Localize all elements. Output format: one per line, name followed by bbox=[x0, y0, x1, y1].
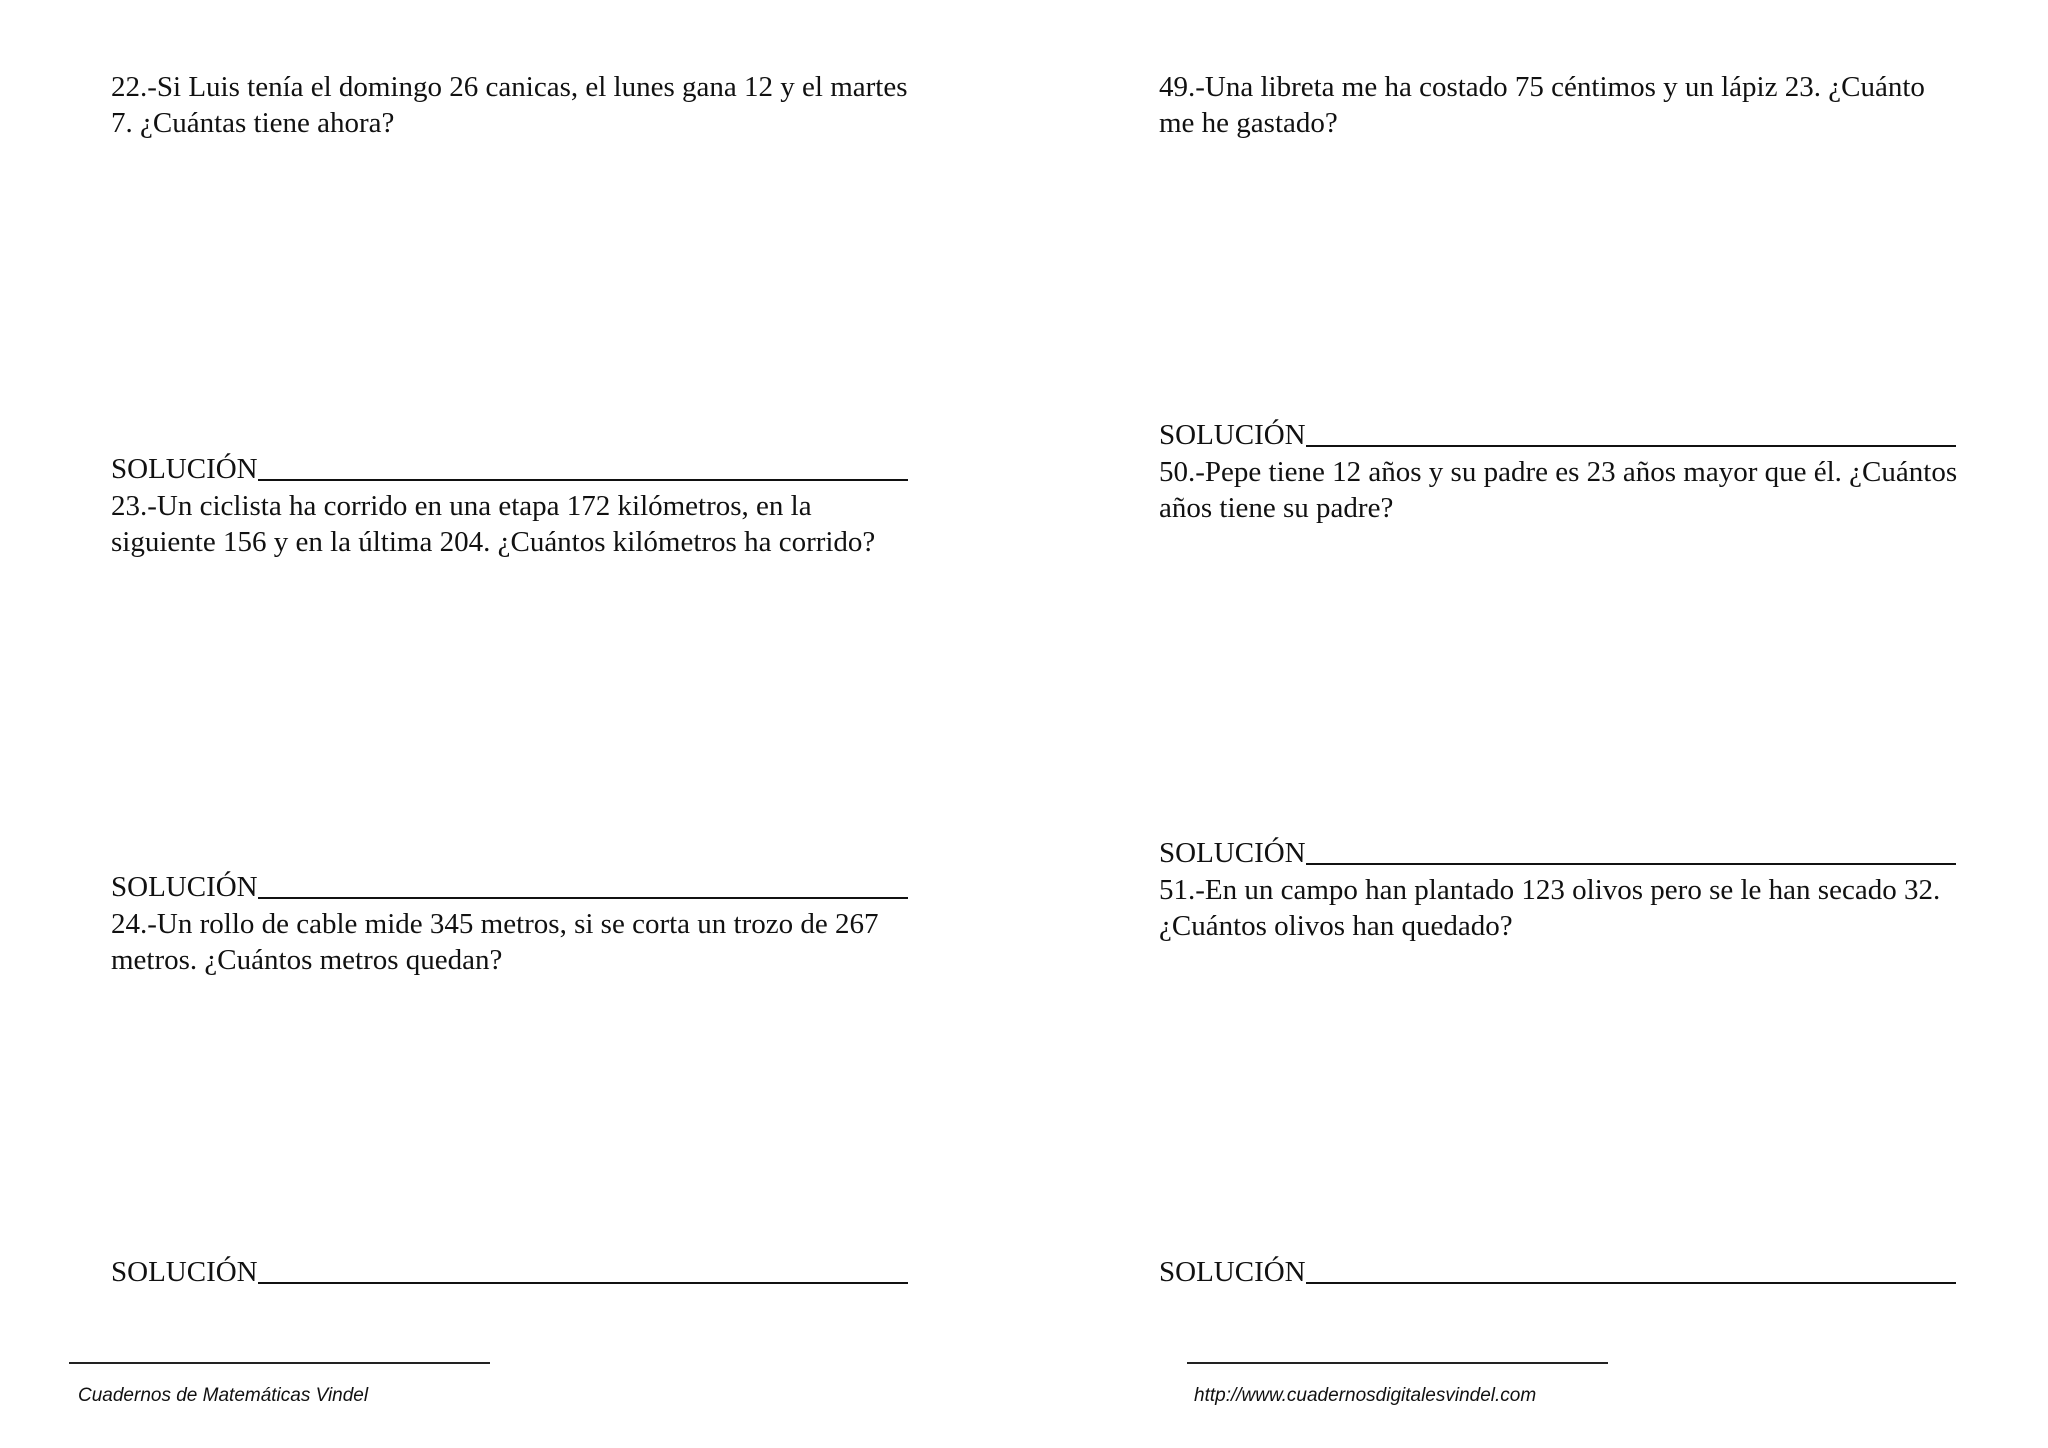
footer-left-text: Cuadernos de Matemáticas Vindel bbox=[78, 1385, 369, 1406]
footer-right-text: http://www.cuadernosdigitalesvindel.com bbox=[1194, 1385, 1537, 1406]
solution-label: SOLUCIÓN bbox=[1159, 837, 1306, 869]
solution-label: SOLUCIÓN bbox=[111, 871, 258, 903]
solution-line-50 bbox=[1159, 836, 1956, 870]
problem-24: 24.-Un rollo de cable mide 345 metros, si se corta un trozo de 267 metros. ¿Cuántos metros quedan? bbox=[111, 908, 879, 976]
solution-line-51 bbox=[1159, 1255, 1956, 1289]
answer-blank bbox=[258, 897, 908, 899]
footer-rule-left bbox=[69, 1362, 490, 1364]
answer-blank bbox=[1306, 445, 1956, 447]
problem-50: 50.-Pepe tiene 12 años y su padre es 23 años mayor que él. ¿Cuántos años tiene su padre? bbox=[1159, 456, 1958, 524]
solution-label: SOLUCIÓN bbox=[1159, 419, 1306, 451]
solution-line-22 bbox=[111, 452, 908, 486]
answer-blank bbox=[1306, 863, 1956, 865]
problem-23: 23.-Un ciclista ha corrido en una etapa 172 kilómetros, en la siguiente 156 y en la última 204. ¿Cuántos kilómetros ha corrido? bbox=[111, 490, 876, 558]
solution-line-49 bbox=[1159, 418, 1956, 452]
solution-label: SOLUCIÓN bbox=[111, 1256, 258, 1288]
solution-label: SOLUCIÓN bbox=[111, 453, 258, 485]
footer-rule-right bbox=[1187, 1362, 1608, 1364]
answer-blank bbox=[258, 1282, 908, 1284]
solution-line-24 bbox=[111, 1255, 908, 1289]
solution-line-23 bbox=[111, 870, 908, 904]
answer-blank bbox=[1306, 1282, 1956, 1284]
problem-51: 51.-En un campo han plantado 123 olivos pero se le han secado 32. ¿Cuántos olivos han quedado? bbox=[1159, 874, 1941, 942]
problem-22: 22.-Si Luis tenía el domingo 26 canicas, el lunes gana 12 y el martes 7. ¿Cuántas tiene ahora? bbox=[111, 71, 908, 139]
problem-49: 49.-Una libreta me ha costado 75 céntimos y un lápiz 23. ¿Cuánto me he gastado? bbox=[1159, 71, 1925, 139]
solution-label: SOLUCIÓN bbox=[1159, 1256, 1306, 1288]
answer-blank bbox=[258, 479, 908, 481]
